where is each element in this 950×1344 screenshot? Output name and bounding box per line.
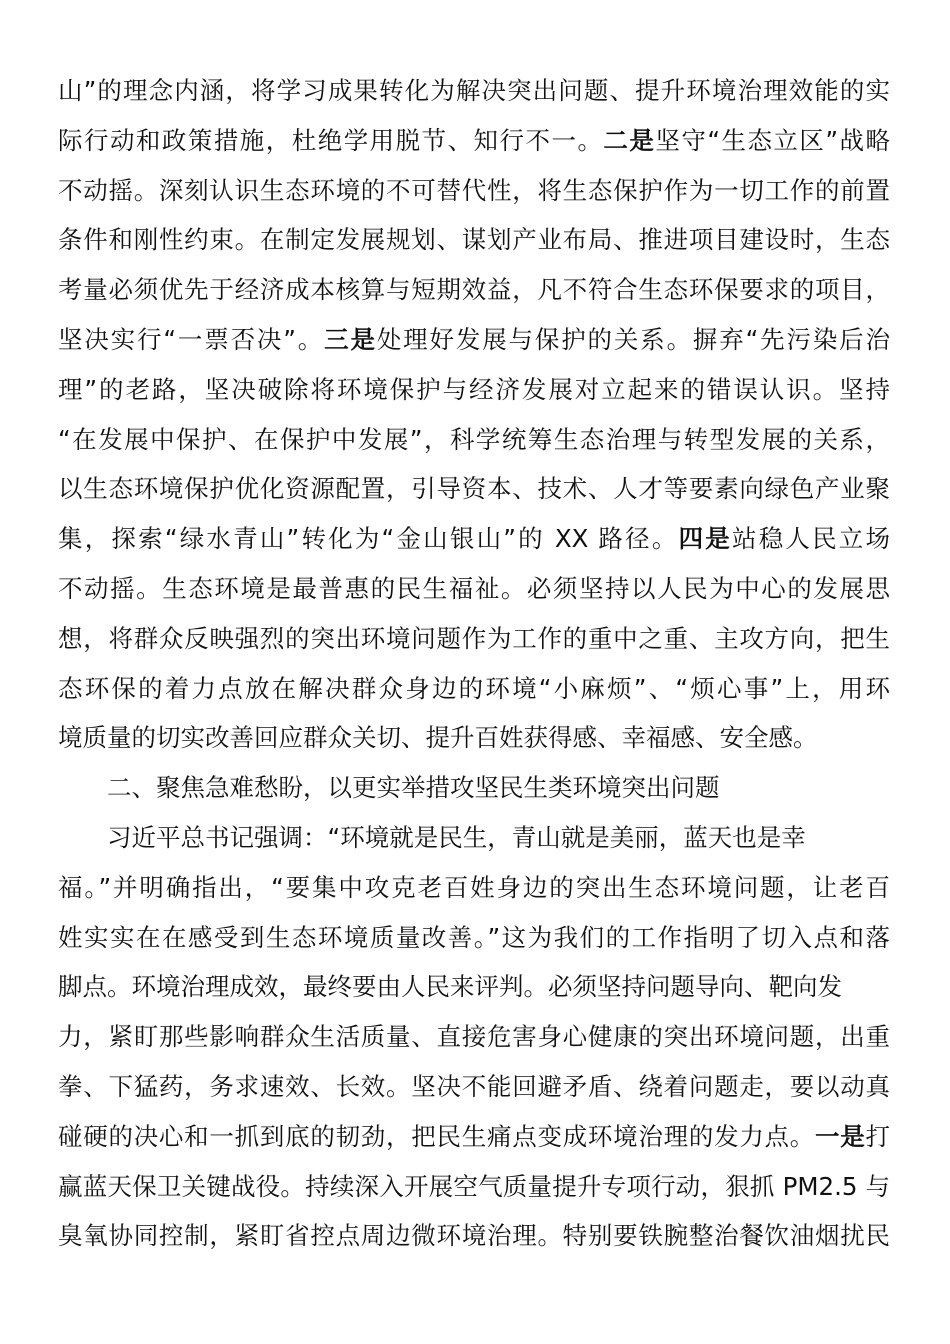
text-line bbox=[58, 215, 890, 265]
text-line bbox=[58, 664, 890, 714]
text-segment: “在发展中保护、在保护中发展”，科学统筹生态治理与转型发展的关系， bbox=[58, 424, 890, 454]
text-segment: 力，紧盯那些影响群众生活质量、直接危害身心健康的突出环境问题，出重 bbox=[58, 1022, 890, 1052]
text-line bbox=[58, 514, 890, 564]
text-line bbox=[58, 464, 890, 514]
text-segment: 以生态环境保护优化资源配置，引导资本、技术、人才等要素向绿色产业聚 bbox=[58, 474, 890, 504]
text-segment: 姓实实在在感受到生态环境质量改善。”这为我们的工作指明了切入点和落 bbox=[58, 922, 890, 952]
text-line bbox=[58, 962, 890, 1012]
text-line bbox=[58, 315, 890, 365]
text-line bbox=[58, 713, 890, 763]
text-line bbox=[58, 1012, 890, 1062]
text-segment: 态环保的着力点放在解决群众身边的环境“小麻烦”、“烦心事”上，用环 bbox=[58, 673, 890, 703]
text-line bbox=[58, 863, 890, 913]
text-segment: 拳、下猛药，务求速效、长效。坚决不能回避矛盾、绕着问题走，要以动真 bbox=[58, 1071, 890, 1101]
text-line bbox=[58, 116, 890, 166]
text-segment: 坚决实行“一票否决”。 bbox=[58, 324, 325, 354]
bold-ordinal-marker: 二是 bbox=[603, 125, 656, 155]
document-body bbox=[58, 66, 890, 1261]
text-segment: 二、聚焦急难愁盼，以更实举措攻坚民生类环境突出问题 bbox=[107, 773, 720, 803]
bold-ordinal-marker: 三是 bbox=[324, 324, 377, 354]
text-line bbox=[58, 813, 890, 863]
text-segment: 境质量的切实改善回应群众关切、提升百姓获得感、幸福感、安全感。 bbox=[58, 723, 818, 753]
text-segment: 想，将群众反映强烈的突出环境问题作为工作的重中之重、主攻方向，把生 bbox=[58, 623, 890, 653]
text-segment: 理”的老路，坚决破除将环境保护与经济发展对立起来的错误认识。坚持 bbox=[58, 374, 890, 404]
text-line bbox=[58, 1112, 890, 1162]
text-line bbox=[58, 913, 890, 963]
bold-ordinal-marker: 四是 bbox=[678, 524, 732, 554]
text-line bbox=[58, 564, 890, 614]
text-line bbox=[58, 1062, 890, 1112]
text-segment: 山”的理念内涵，将学习成果转化为解决突出问题、提升环境治理效能的实 bbox=[58, 76, 890, 105]
text-line bbox=[58, 1162, 890, 1212]
text-line bbox=[58, 166, 890, 216]
text-line bbox=[58, 415, 890, 465]
text-segment: 际行动和政策措施，杜绝学用脱节、知行不一。 bbox=[58, 125, 604, 155]
text-segment: 福。”并明确指出，“要集中攻克老百姓身边的突出生态环境问题，让老百 bbox=[58, 872, 890, 902]
text-segment: 打 bbox=[865, 1121, 890, 1151]
text-segment: 坚守“生态立区”战略 bbox=[655, 125, 890, 155]
text-segment: 考量必须优先于经济成本核算与短期效益，凡不符合生态环保要求的项目， bbox=[58, 275, 890, 305]
text-line bbox=[58, 365, 890, 415]
text-line bbox=[58, 66, 890, 116]
text-segment: 赢蓝天保卫关键战役。持续深入开展空气质量提升专项行动，狠抓 PM2.5 与 bbox=[58, 1171, 890, 1201]
text-segment: 处理好发展与保护的关系。摒弃“先污染后治 bbox=[376, 324, 890, 354]
text-segment: 不动摇。深刻认识生态环境的不可替代性，将生态保护作为一切工作的前置 bbox=[58, 175, 890, 205]
text-segment: 臭氧协同控制，紧盯省控点周边微环境治理。特别要铁腕整治餐饮油烟扰民 bbox=[58, 1221, 890, 1251]
text-line bbox=[58, 614, 890, 664]
text-segment: 脚点。环境治理成效，最终要由人民来评判。必须坚持问题导向、靶向发 bbox=[58, 972, 842, 1002]
section-heading-line bbox=[58, 763, 890, 813]
text-segment: 站稳人民立场 bbox=[731, 524, 890, 554]
text-segment: 条件和刚性约束。在制定发展规划、谋划产业布局、推进项目建设时，生态 bbox=[58, 225, 890, 255]
text-segment: 集，探索“绿水青山”转化为“金山银山”的 XX 路径。 bbox=[58, 524, 679, 554]
text-line bbox=[58, 265, 890, 315]
text-segment: 不动摇。生态环境是最普惠的民生福祉。必须坚持以人民为中心的发展思 bbox=[58, 573, 890, 603]
text-line bbox=[58, 1211, 890, 1261]
text-segment: 碰硬的决心和一抓到底的韧劲，把民生痛点变成环境治理的发力点。 bbox=[58, 1121, 816, 1151]
bold-ordinal-marker: 一是 bbox=[815, 1121, 866, 1151]
text-segment: 习近平总书记强调：“环境就是民生，青山就是美丽，蓝天也是幸 bbox=[107, 822, 806, 852]
